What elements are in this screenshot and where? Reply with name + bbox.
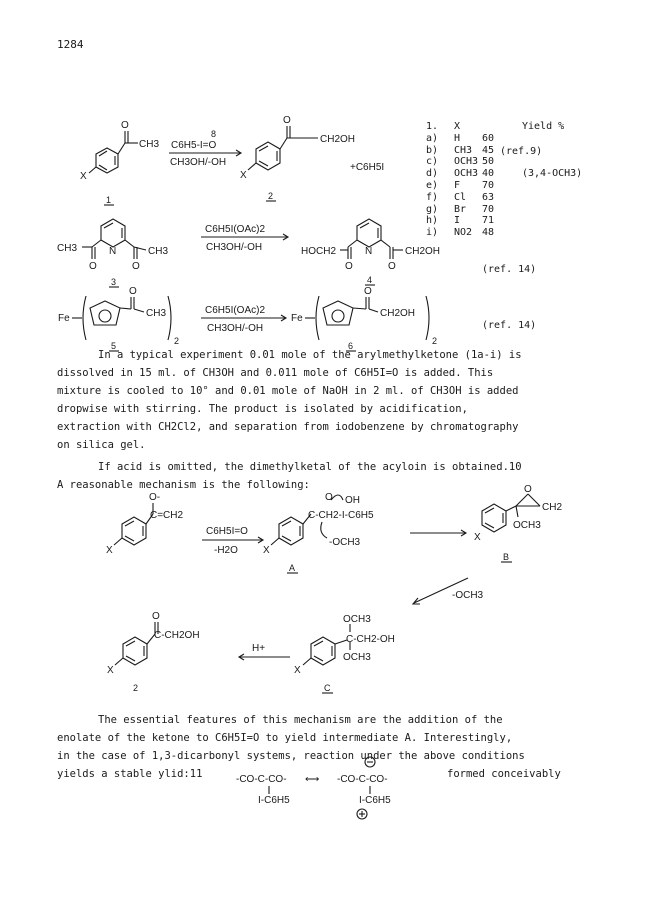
carbonyl-o-2: O [283,115,291,126]
och3-b: OCH3 [513,520,541,531]
o-right-4: O [388,261,396,272]
x-sub: X [80,171,87,182]
label-b: B [503,552,510,562]
product-2 [107,611,200,693]
row-substituent: F [454,179,461,191]
label-c: C [324,683,331,693]
x-sub-2: X [240,170,247,181]
paragraph-2-line-2: A reasonable mechanism is the following: [57,479,310,491]
ylid-left-ic6h5: I-C6H5 [258,795,290,806]
compound-6 [291,286,437,351]
page-number: 1284 [57,38,84,51]
h-plus: H+ [252,643,266,654]
ch2oh-right: CH2OH [405,246,441,257]
och3-c-bottom: OCH3 [343,652,371,663]
mech-reagent-top: C6H5I=O [206,526,248,537]
pyridine-n: N [109,246,117,257]
row-yield: 70 [482,203,495,215]
row-yield: 63 [482,191,495,203]
paragraph-3-line-2: enolate of the ketone to C6H5I=O to yield intermediate A. Interestingly, [57,732,513,744]
paragraph-1-line-3: mixture is cooled to 10° and 0.01 mole of NaOH in 2 ml. of CH3OH is added [57,385,519,397]
table-number: 1. [426,121,439,132]
ch2i-label: C-CH2-I-C6H5 [308,510,374,521]
r1-reagent-num: 8 [211,129,217,139]
r3-reagent-bottom: CH3OH/-OH [207,323,264,334]
intermediate-b [474,484,562,562]
ch3-5: CH3 [146,308,167,319]
row-substituent: I [454,215,461,227]
col-header-yield: Yield % [522,121,565,132]
ylid-structures [236,757,391,819]
paragraph-3-line-1: The essential features of this mechanism are the addition of the [98,714,503,726]
paragraph-3-line-4: yields a stable ylid:11 [57,768,203,780]
r2-reagent-bottom: CH3OH/-OH [206,242,263,253]
o-product: O [152,611,160,622]
paragraph-1-line-6: on silica gel. [57,439,146,451]
row-label: b) [426,144,439,156]
row-label: d) [426,168,439,180]
och3-minus-a: -OCH3 [329,537,361,548]
label-2-product: 2 [133,683,139,693]
compound-label-4: 4 [367,275,373,285]
ref-14-a: (ref. 14) [482,264,537,275]
row-label: e) [426,179,439,191]
ch3-label: CH3 [139,139,160,150]
och3-c-top: OCH3 [343,614,371,625]
subscript-2-b: 2 [432,336,438,346]
mech-reagent-bottom: -H2O [214,545,238,556]
compound-3 [57,219,168,287]
enolate-label: C=CH2 [150,510,184,521]
oh-a: OH [345,495,360,506]
pyridine-n-4: N [365,246,373,257]
paragraph-1-line-4: dropwise with stirring. The product is isolated by acidification, [57,403,468,415]
compound-label-2: 2 [268,191,274,201]
row-label: g) [426,203,439,215]
paragraph-2-line-1: If acid is omitted, the dimethylketal of the acyloin is obtained.10 [98,461,522,473]
row-label: a) [426,132,439,144]
paragraph-1-line-2: dissolved in 15 ml. of CH3OH and 0.011 mole of C6H5I=O is added. This [57,367,494,379]
ch3-right: CH3 [148,246,169,257]
row-note: (3,4-OCH3) [522,168,583,180]
compound-1 [80,120,159,205]
paragraph-3-line-3: in the case of 1,3-dicarbonyl systems, reaction under the above conditions [57,750,525,762]
epoxide-ch2: CH2 [542,502,563,513]
row-label: f) [426,191,439,203]
product-ch2oh: C-CH2OH [154,630,200,641]
compound-label-3: 3 [111,277,117,287]
c-ch2oh-label: C-CH2-OH [346,634,395,645]
ch3-left: CH3 [57,243,78,254]
r3-reagent-top: C6H5I(OAc)2 [205,305,266,316]
o-left-4: O [345,261,353,272]
x-sub-a: X [263,545,270,556]
ylid-right: -CO-C-CO- [337,774,388,785]
row-yield: 45 [482,144,495,156]
row-yield: 60 [482,132,495,144]
col-header-x: X [454,121,461,132]
row-substituent: Cl [454,191,467,203]
paragraph-1-line-5: extraction with CH2Cl2, and separation from iodobenzene by chromatography [57,421,519,433]
o-a: O [325,492,333,503]
o-minus: O- [149,492,161,503]
compound-5 [58,286,179,351]
ref-9-note: (ref.9) [500,146,543,157]
x-sub-m1: X [106,545,113,556]
o-left: O [89,261,97,272]
ylid-right-ic6h5: I-C6H5 [359,795,391,806]
compound-label-6: 6 [348,341,354,351]
ylid-left: -CO-C-CO- [236,774,287,785]
compound-2 [240,115,355,201]
byproduct: +C6H5I [350,162,385,173]
compound-label-5: 5 [111,341,117,351]
och3-attack: -OCH3 [452,590,484,601]
ylid-tail-text: formed conceivably [447,768,561,780]
row-label: h) [426,215,439,227]
label-a: A [289,563,296,573]
row-substituent: OCH3 [454,156,479,168]
o-6: O [364,286,372,297]
row-substituent: NO2 [454,227,473,239]
paragraph-1-line-1: In a typical experiment 0.01 mole of the arylmethylketone (1a-i) is [98,349,522,361]
o-right: O [132,261,140,272]
row-substituent: OCH3 [454,168,479,180]
row-yield: 48 [482,227,495,239]
compound-4 [301,219,440,285]
x-sub-p: X [107,665,114,676]
x-sub-c: X [294,665,301,676]
row-yield: 70 [482,179,495,191]
row-yield: 50 [482,156,495,168]
ylid-arrow: ⟷ [305,774,320,785]
fe-label-6: Fe [291,313,303,324]
r1-reagent-top: C6H5-I=O [171,140,217,151]
row-substituent: H [454,132,461,144]
fe-label: Fe [58,313,70,324]
intermediate-a [263,492,374,573]
ch2oh-label: CH2OH [320,134,356,145]
row-yield: 40 [482,168,495,180]
hoch2-label: HOCH2 [301,246,337,257]
x-sub-b: X [474,532,481,543]
intermediate-c [294,614,395,693]
o-5: O [129,286,137,297]
row-substituent: CH3 [454,144,473,156]
ch2oh-6: CH2OH [380,308,416,319]
subscript-2-a: 2 [174,336,180,346]
o-epoxide: O [524,484,532,495]
mechanism-enolate [106,492,184,556]
row-label: c) [426,156,439,168]
r1-reagent-bottom: CH3OH/-OH [170,157,227,168]
ref-14-b: (ref. 14) [482,320,537,331]
row-substituent: Br [454,203,467,215]
carbonyl-o: O [121,120,129,131]
compound-label-1: 1 [106,195,112,205]
row-yield: 71 [482,215,495,227]
r2-reagent-top: C6H5I(OAc)2 [205,224,266,235]
row-label: i) [426,227,439,239]
